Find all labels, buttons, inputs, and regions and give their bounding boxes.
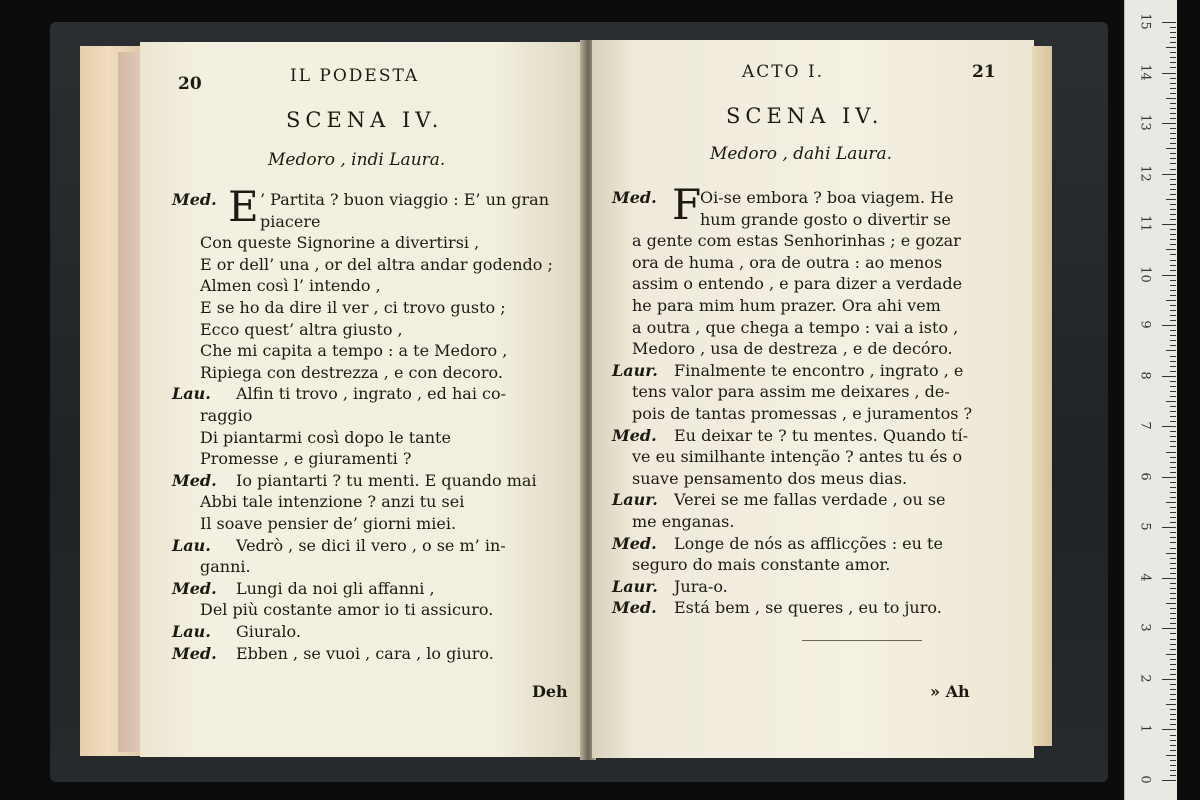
dialogue-line: Alfin ti trovo , ingrato , ed hai co- <box>236 384 507 404</box>
page-number-left: 20 <box>178 74 202 94</box>
ruler-tick <box>1170 411 1176 412</box>
dialogue-line: Ebben , se vuoi , cara , lo giuro. <box>236 643 494 663</box>
ruler-tick <box>1170 598 1176 599</box>
page-edges-left-tint <box>118 52 142 752</box>
ruler-tick <box>1170 305 1176 306</box>
ruler-tick <box>1162 477 1176 478</box>
ruler-tick <box>1170 229 1176 230</box>
ruler-tick <box>1170 441 1176 442</box>
ruler-tick <box>1170 244 1176 245</box>
ruler-tick <box>1170 482 1176 483</box>
ruler-tick <box>1170 239 1176 240</box>
dialogue-line: ganni. <box>200 557 251 577</box>
ruler-tick <box>1166 249 1176 250</box>
dialogue-line: Il soave pensier de’ giorni miei. <box>200 514 457 533</box>
ruler-tick <box>1170 356 1176 357</box>
ruler-tick <box>1170 386 1176 387</box>
dialogue-line: ’ Partita ? buon viaggio : E’ un gran <box>260 190 550 209</box>
dialogue-line: tens valor para assim me deixares , de- <box>632 382 950 402</box>
dialogue-line: Almen così l’ intendo , <box>200 276 381 296</box>
ruler-label: 2 <box>1137 674 1153 683</box>
ruler-tick <box>1170 103 1176 104</box>
dialogue-line: Verei se me fallas verdade , ou se <box>674 490 946 510</box>
ruler-tick <box>1170 214 1176 215</box>
ruler-tick <box>1170 593 1176 594</box>
ruler-tick <box>1170 396 1176 397</box>
ruler-tick <box>1170 184 1176 185</box>
ruler-tick <box>1170 138 1176 139</box>
ruler-tick <box>1170 431 1176 432</box>
dialogue-line: ora de huma , ora de outra : ao menos <box>632 252 943 272</box>
ruler-tick <box>1170 714 1176 715</box>
characters-left: Medoro , indi Laura. <box>268 150 446 170</box>
speaker-label: Med. <box>172 643 217 663</box>
ruler-tick <box>1170 163 1176 164</box>
ruler-tick <box>1170 340 1176 341</box>
ruler-tick <box>1170 583 1176 584</box>
ruler-tick <box>1170 542 1176 543</box>
page-number-right: 21 <box>972 62 996 82</box>
ruler-tick <box>1170 689 1176 690</box>
ruler-tick <box>1170 699 1176 700</box>
ruler-tick <box>1170 254 1176 255</box>
dialogue-line: Ripiega con destrezza , e con decoro. <box>200 362 503 382</box>
ruler-tick <box>1170 462 1176 463</box>
ruler-tick <box>1162 729 1176 730</box>
dialogue-line: Eu deixar te ? tu mentes. Quando tí- <box>674 425 969 445</box>
ruler-tick <box>1170 719 1176 720</box>
ruler-label: 0 <box>1137 775 1153 784</box>
ruler-tick <box>1170 623 1176 624</box>
speaker-label: Med. <box>172 578 217 598</box>
catchword-right: » Ah <box>930 682 970 701</box>
dialogue-line: Giuralo. <box>236 622 301 641</box>
ruler-label: 3 <box>1137 623 1153 633</box>
ruler-tick <box>1170 153 1176 154</box>
ruler-tick <box>1170 421 1176 422</box>
ruler-tick <box>1170 512 1176 513</box>
ruler-tick <box>1170 88 1176 89</box>
ruler-tick <box>1166 300 1176 301</box>
ruler-tick <box>1166 654 1176 655</box>
ruler-tick <box>1170 416 1176 417</box>
ruler-tick <box>1170 517 1176 518</box>
dialogue-line: Jura-o. <box>674 576 728 596</box>
ruler-tick <box>1170 522 1176 523</box>
ruler-tick <box>1170 765 1176 766</box>
ruler-tick <box>1166 47 1176 48</box>
ruler-tick <box>1170 694 1176 695</box>
ruler-tick <box>1170 62 1176 63</box>
ruler-tick <box>1170 330 1176 331</box>
dialogue-line: pois de tantas promessas , e juramentos ? <box>632 404 973 423</box>
ruler-tick <box>1170 133 1176 134</box>
speaker-label: Lau. <box>172 622 211 641</box>
ruler-tick <box>1162 325 1176 326</box>
dialogue-line: Longe de nós as afflicções : eu te <box>674 533 943 553</box>
ruler-tick <box>1170 280 1176 281</box>
dialogue-line: me enganas. <box>632 512 735 531</box>
ruler-tick <box>1170 644 1176 645</box>
ruler-tick <box>1170 270 1176 271</box>
ruler-tick <box>1166 553 1176 554</box>
ruler-tick <box>1162 275 1176 276</box>
end-rule <box>802 640 922 641</box>
ruler-tick <box>1170 118 1176 119</box>
speaker-label: Laur. <box>612 490 658 510</box>
ruler-label: 9 <box>1137 320 1153 329</box>
ruler-tick <box>1170 108 1176 109</box>
speaker-label: Laur. <box>612 360 658 380</box>
ruler-tick <box>1170 78 1176 79</box>
dialogue-line: suave pensamento dos meus dias. <box>632 468 908 488</box>
ruler-tick <box>1166 199 1176 200</box>
ruler-tick <box>1162 780 1176 781</box>
ruler-tick <box>1170 285 1176 286</box>
ruler-tick <box>1166 755 1176 756</box>
ruler-tick <box>1166 401 1176 402</box>
ruler-tick <box>1162 174 1176 175</box>
ruler-tick <box>1170 537 1176 538</box>
ruler-tick <box>1162 73 1176 74</box>
dialogue-line: E or dell’ una , or del altra andar godendo ; <box>200 254 553 274</box>
ruler-tick <box>1170 684 1176 685</box>
ruler-tick <box>1170 345 1176 346</box>
ruler-tick <box>1166 603 1176 604</box>
ruler-tick <box>1170 760 1176 761</box>
ruler-tick <box>1170 67 1176 68</box>
ruler-tick <box>1170 169 1176 170</box>
ruler-label: 4 <box>1137 573 1153 582</box>
ruler-tick <box>1162 679 1176 680</box>
ruler-tick <box>1170 290 1176 291</box>
dialogue-line: Di piantarmi così dopo le tante <box>200 427 451 447</box>
ruler-tick <box>1170 588 1176 589</box>
ruler-tick <box>1170 219 1176 220</box>
ruler-tick <box>1170 260 1176 261</box>
ruler-tick <box>1170 179 1176 180</box>
ruler-tick <box>1170 57 1176 58</box>
speaker-label: Med. <box>172 470 217 490</box>
ruler-tick <box>1166 350 1176 351</box>
dialogue-line: piacere <box>260 211 321 231</box>
ruler-tick <box>1170 320 1176 321</box>
ruler-tick <box>1170 770 1176 771</box>
ruler-tick <box>1166 98 1176 99</box>
ruler-tick <box>1170 37 1176 38</box>
dialogue-line: he para mim hum prazer. Ora ahi vem <box>632 296 941 315</box>
ruler-tick <box>1170 83 1176 84</box>
dialogue-line: a outra , que chega a tempo : vai a isto , <box>632 317 959 337</box>
ruler-tick <box>1162 426 1176 427</box>
characters-right: Medoro , dahi Laura. <box>710 144 893 164</box>
ruler-tick <box>1170 436 1176 437</box>
ruler-tick <box>1170 487 1176 488</box>
dialogue-line: Ecco quest’ altra giusto , <box>200 319 403 339</box>
ruler-tick <box>1170 27 1176 28</box>
dialogue-line: Che mi capita a tempo : a te Medoro , <box>200 341 508 361</box>
ruler-tick <box>1170 158 1176 159</box>
ruler-label: 6 <box>1137 472 1153 481</box>
ruler-tick <box>1162 628 1176 629</box>
ruler-tick <box>1170 649 1176 650</box>
dialogue-line: Abbi tale intenzione ? anzi tu sei <box>200 492 465 512</box>
ruler-tick <box>1170 335 1176 336</box>
ruler-tick <box>1170 366 1176 367</box>
ruler-tick <box>1170 113 1176 114</box>
ruler-tick <box>1170 143 1176 144</box>
ruler-tick <box>1170 128 1176 129</box>
ruler-tick <box>1170 467 1176 468</box>
ruler-tick <box>1162 527 1176 528</box>
speaker-label: Lau. <box>172 384 211 404</box>
ruler-tick <box>1170 381 1176 382</box>
ruler-label: 7 <box>1137 421 1153 430</box>
ruler-tick <box>1170 573 1176 574</box>
ruler-tick <box>1170 93 1176 94</box>
ruler-tick <box>1170 639 1176 640</box>
left-page <box>140 42 583 757</box>
ruler-label: 11 <box>1137 215 1153 232</box>
speaker-label: Med. <box>172 190 217 209</box>
ruler-label: 15 <box>1137 13 1153 30</box>
ruler-tick <box>1170 391 1176 392</box>
dialogue-line: a gente com estas Senhorinhas ; e gozar <box>632 231 961 251</box>
drop-cap: F <box>672 180 702 229</box>
dialogue-line: hum grande gosto o divertir se <box>700 209 951 229</box>
scene-title-right: SCENA IV. <box>726 104 884 128</box>
page-edges-right <box>1032 46 1052 746</box>
ruler-tick <box>1170 52 1176 53</box>
ruler-tick <box>1170 563 1176 564</box>
ruler-label: 8 <box>1137 371 1153 380</box>
speaker-label: Med. <box>612 425 657 445</box>
ruler-tick <box>1170 548 1176 549</box>
ruler-tick <box>1170 618 1176 619</box>
ruler-tick <box>1162 376 1176 377</box>
ruler-tick <box>1162 123 1176 124</box>
speaker-label: Med. <box>612 533 657 553</box>
ruler-label: 10 <box>1137 265 1153 283</box>
ruler-tick <box>1170 613 1176 614</box>
dialogue-line: Io piantarti ? tu menti. E quando mai <box>236 470 537 490</box>
ruler-tick <box>1170 446 1176 447</box>
ruler-label: 14 <box>1137 63 1153 81</box>
ruler-tick <box>1170 32 1176 33</box>
dialogue-line: ve eu similhante intenção ? antes tu és o <box>632 447 963 467</box>
dialogue-line: Promesse , e giuramenti ? <box>200 449 412 469</box>
ruler-tick <box>1162 224 1176 225</box>
ruler-tick <box>1170 633 1176 634</box>
ruler-label: 1 <box>1137 724 1153 734</box>
measuring-ruler <box>1124 0 1177 800</box>
ruler-tick <box>1170 406 1176 407</box>
dialogue-line: Finalmente te encontro , ingrato , e <box>674 360 964 380</box>
dialogue-line: Vedrò , se dici il vero , o se m’ in- <box>236 535 506 555</box>
right-page <box>592 40 1034 758</box>
ruler-tick <box>1170 669 1176 670</box>
speaker-label: Laur. <box>612 576 658 596</box>
ruler-tick <box>1170 674 1176 675</box>
ruler-tick <box>1166 502 1176 503</box>
catchword-left: Deh <box>532 682 568 701</box>
ruler-tick <box>1170 42 1176 43</box>
ruler-tick <box>1166 452 1176 453</box>
ruler-tick <box>1170 608 1176 609</box>
ruler-tick <box>1170 234 1176 235</box>
ruler-tick <box>1166 704 1176 705</box>
dialogue-line: Del più costante amor io ti assicuro. <box>200 600 494 620</box>
ruler-tick <box>1170 532 1176 533</box>
ruler-tick <box>1170 492 1176 493</box>
ruler-tick <box>1170 568 1176 569</box>
ruler-label: 5 <box>1137 522 1153 531</box>
ruler-tick <box>1170 315 1176 316</box>
dialogue-line: Oi-se embora ? boa viagem. He <box>700 188 954 207</box>
ruler-tick <box>1170 775 1176 776</box>
ruler-tick <box>1170 295 1176 296</box>
ruler-tick <box>1166 148 1176 149</box>
running-head-left: IL PODESTA <box>290 66 420 86</box>
speaker-label: Med. <box>612 188 657 207</box>
ruler-tick <box>1170 204 1176 205</box>
ruler-tick <box>1170 558 1176 559</box>
ruler-tick <box>1170 750 1176 751</box>
ruler-label: 12 <box>1137 164 1153 182</box>
speaker-label: Lau. <box>172 535 211 555</box>
ruler-tick <box>1170 194 1176 195</box>
dialogue-line: Medoro , usa de destreza , e de decóro. <box>632 339 953 359</box>
ruler-tick <box>1170 189 1176 190</box>
ruler-tick <box>1170 457 1176 458</box>
ruler-tick <box>1170 745 1176 746</box>
ruler-tick <box>1170 310 1176 311</box>
dialogue-line: seguro do mais constante amor. <box>632 555 891 575</box>
ruler-tick <box>1170 659 1176 660</box>
dialogue-line: Con queste Signorine a divertirsi , <box>200 233 480 253</box>
scene-title-left: SCENA IV. <box>286 108 444 132</box>
ruler-tick <box>1170 361 1176 362</box>
dialogue-line: Está bem , se queres , eu to juro. <box>674 598 942 618</box>
running-head-right: ACTO I. <box>742 62 825 82</box>
dialogue-line: raggio <box>200 406 253 425</box>
drop-cap: E <box>228 182 259 231</box>
ruler-tick <box>1170 265 1176 266</box>
ruler-tick <box>1170 497 1176 498</box>
ruler-tick <box>1170 472 1176 473</box>
ruler-tick <box>1170 740 1176 741</box>
ruler-tick <box>1170 664 1176 665</box>
dialogue-line: assim o entendo , e para dizer a verdade <box>632 274 963 294</box>
ruler-tick <box>1162 578 1176 579</box>
ruler-tick <box>1162 22 1176 23</box>
speaker-label: Med. <box>612 598 657 618</box>
ruler-tick <box>1170 709 1176 710</box>
dialogue-line: Lungi da noi gli affanni , <box>236 578 435 598</box>
ruler-tick <box>1170 735 1176 736</box>
ruler-tick <box>1170 724 1176 725</box>
ruler-tick <box>1170 371 1176 372</box>
ruler-label: 13 <box>1137 114 1153 131</box>
ruler-tick <box>1170 507 1176 508</box>
dialogue-line: E se ho da dire il ver , ci trovo gusto ; <box>200 298 506 317</box>
ruler-tick <box>1170 209 1176 210</box>
